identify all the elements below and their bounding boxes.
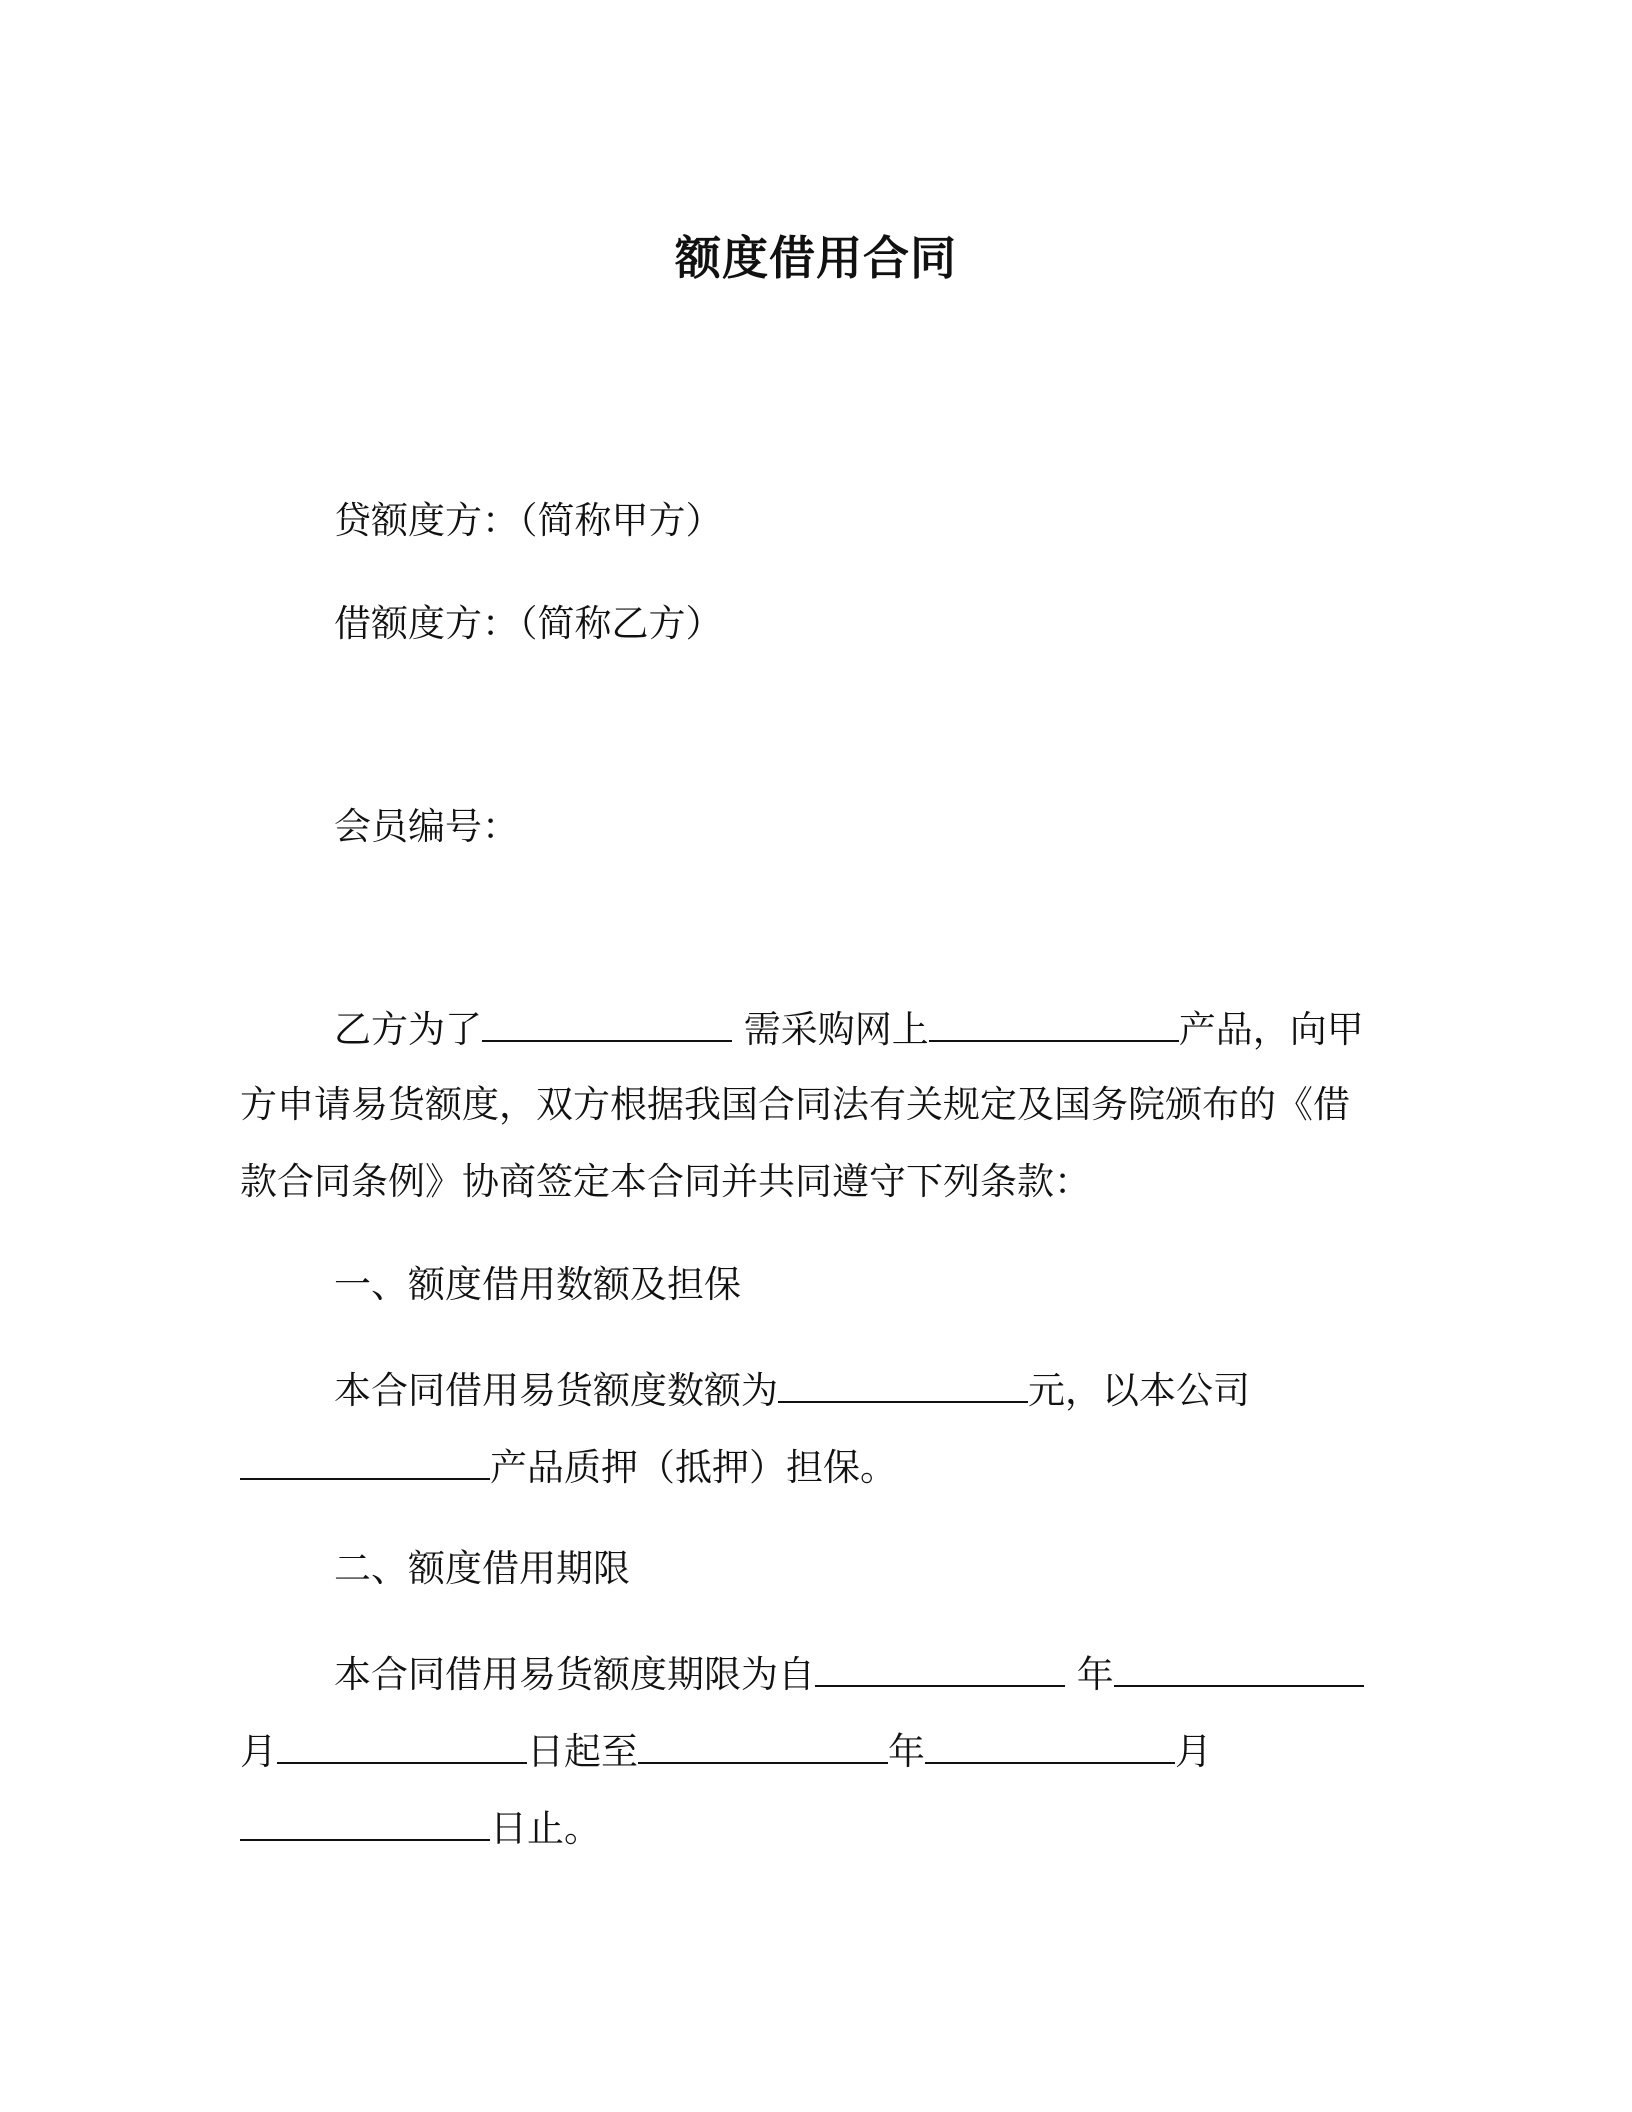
lender-line: 贷额度方：（简称甲方）: [334, 499, 723, 542]
intro-line-2: 方申请易货额度，双方根据我国合同法有关规定及国务院颁布的《借: [240, 1083, 1350, 1126]
section-2-text-b: 年: [1065, 1653, 1114, 1696]
section-2-heading: 二、额度借用期限: [334, 1547, 630, 1590]
section-2-text-d: 日起至: [527, 1730, 638, 1773]
section-2-line-2: [240, 1726, 1212, 1776]
collateral-product-blank[interactable]: [240, 1442, 490, 1480]
intro-line-3: 款合同条例》协商签定本合同并共同遵守下列条款：: [240, 1160, 1091, 1203]
section-1-line-1: [334, 1365, 1250, 1415]
end-day-blank[interactable]: [240, 1803, 490, 1841]
borrower-line: 借额度方：（简称乙方）: [334, 602, 723, 645]
end-year-blank[interactable]: [638, 1726, 888, 1764]
amount-blank[interactable]: [778, 1365, 1028, 1403]
intro-text-a: 乙方为了: [334, 1008, 482, 1051]
document-title: 额度借用合同: [675, 231, 957, 285]
product-blank[interactable]: [929, 1004, 1179, 1042]
section-2-text-c: 月: [240, 1730, 277, 1773]
member-number-line: 会员编号：: [334, 805, 519, 848]
section-1-text-b: 元，以本公司: [1028, 1369, 1250, 1412]
section-2-line-3: [240, 1803, 601, 1853]
end-month-blank[interactable]: [925, 1726, 1175, 1764]
section-1-text-a: 本合同借用易货额度数额为: [334, 1369, 778, 1412]
intro-line-1: [334, 1004, 1364, 1054]
section-1-text-c: 产品质押（抵押）担保。: [490, 1446, 897, 1489]
section-2-text-g: 日止。: [490, 1807, 601, 1850]
start-day-blank[interactable]: [277, 1726, 527, 1764]
section-2-text-a: 本合同借用易货额度期限为自: [334, 1653, 815, 1696]
intro-text-c: 产品，向甲: [1178, 1008, 1364, 1051]
intro-text-b: 需采购网上: [732, 1008, 929, 1051]
section-1-heading: 一、额度借用数额及担保: [334, 1263, 741, 1306]
start-month-blank[interactable]: [1114, 1649, 1364, 1687]
section-1-line-2: [240, 1442, 897, 1492]
purpose-blank[interactable]: [482, 1004, 732, 1042]
section-2-text-e: 年: [888, 1730, 925, 1773]
section-2-line-1: [334, 1649, 1364, 1699]
start-year-blank[interactable]: [815, 1649, 1065, 1687]
section-2-text-f: 月: [1175, 1730, 1212, 1773]
